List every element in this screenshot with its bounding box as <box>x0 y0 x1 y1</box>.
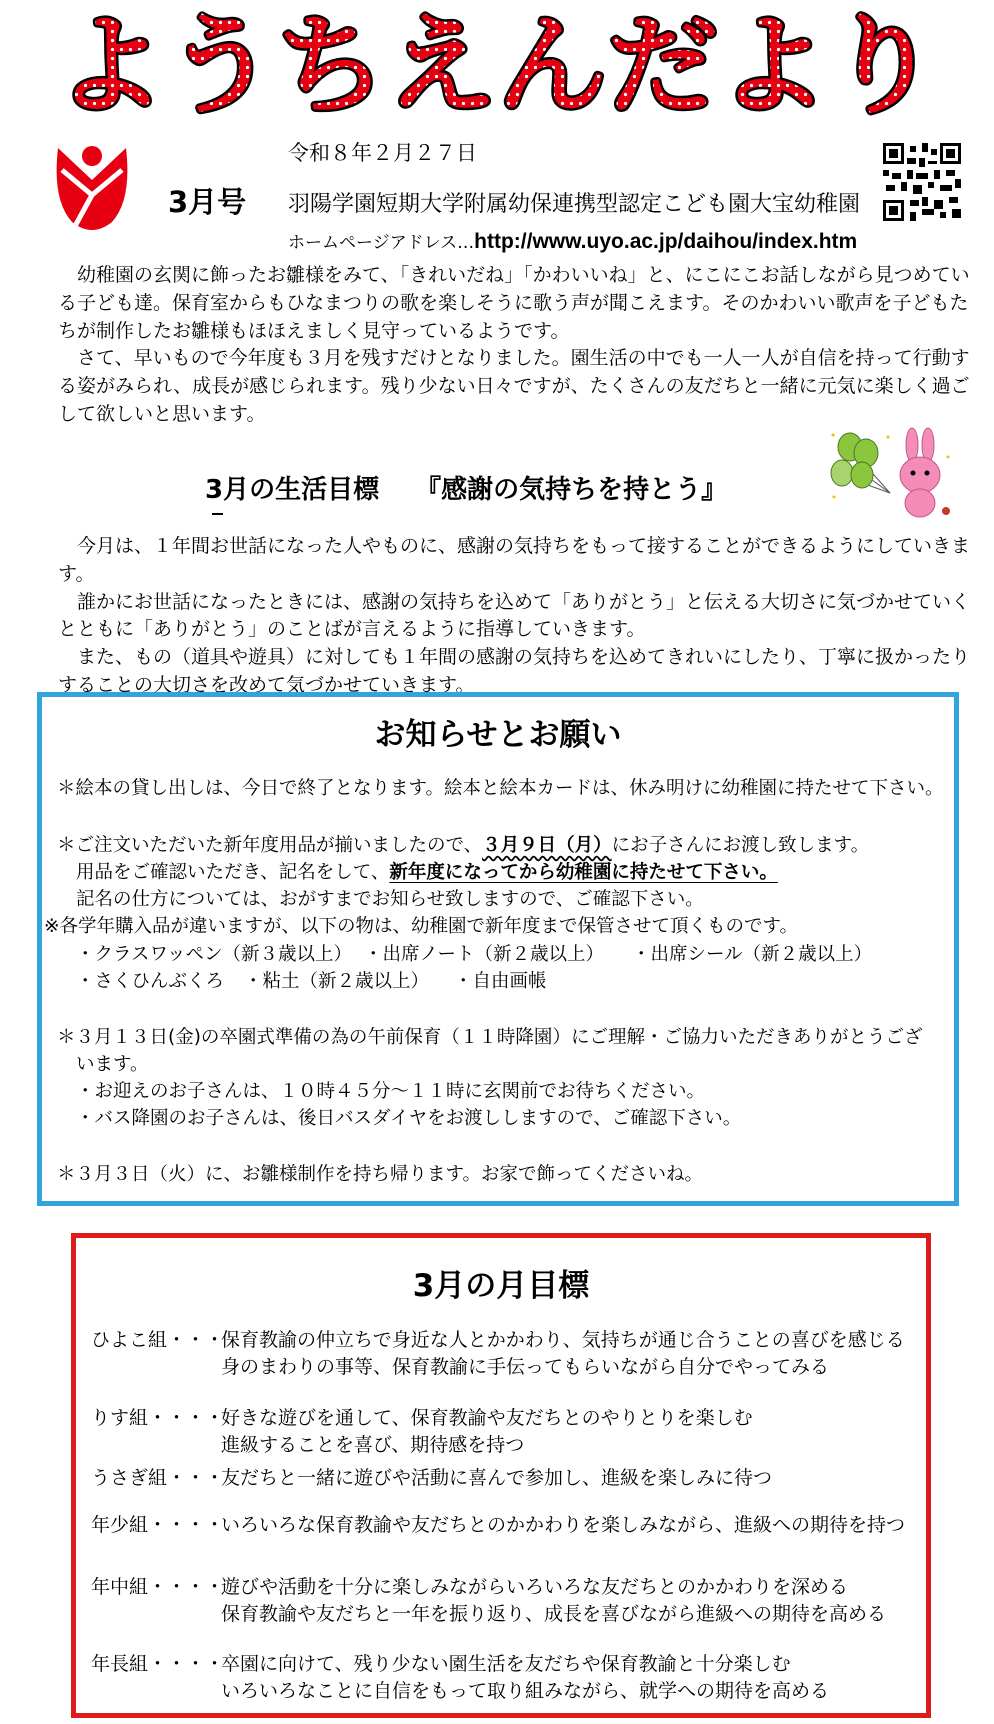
school-name: 羽陽学園短期大学附属幼保連携型認定こども園大宝幼稚園 <box>288 192 861 217</box>
notice-bus: ・バス降園のお子さんは、後日バスダイヤをお渡ししますので、ご確認下さい。 <box>76 1108 742 1129</box>
homepage-label: ホームページアドレス… <box>288 233 475 253</box>
notice-text: 用品をご確認いただき、記名をして、 <box>76 862 390 883</box>
class-goal-line: 卒園に向けて、残り少ない園生活を友だちや保育教諭と十分楽しむ <box>221 1653 791 1675</box>
class-goal-line: いろいろな保育教諭や友だちとのかかわりを楽しみながら、進級への期待を持つ <box>221 1514 906 1536</box>
notice-text: にお子さんにお渡し致します。 <box>611 835 870 856</box>
masthead <box>0 0 994 130</box>
notice-graduation-prep-cont: います。 <box>76 1054 149 1075</box>
class-label-nenchu: 年中組・・・・ <box>91 1576 225 1598</box>
life-goal-theme: 『感謝の気持ちを持とう』 <box>415 475 728 505</box>
life-goal-paragraph: また、もの（道具や遊具）に対しても１年間の感謝の気持ちを込めてきれいにしたり、丁寧に扱かったりすることの大切さを改めて気づかせていきます。 <box>58 646 971 696</box>
monthly-goals-box <box>71 1233 931 1718</box>
class-goal-line: 保育教諭や友だちと一年を振り返り、成長を喜びながら進級への期待を高める <box>221 1603 887 1625</box>
notice-graduation-prep: ＊３月１３日(金)の卒園式準備の為の午前保育（１１時降園）にご理解・ご協力いただきありがとうござ <box>57 1027 923 1048</box>
class-goal-line: 友だちと一緒に遊びや活動に喜んで参加し、進級を楽しみに待つ <box>221 1467 773 1489</box>
stored-item: ・さくひんぶくろ <box>76 971 225 992</box>
stored-item: ・クラスワッペン（新３歳以上） <box>76 944 353 965</box>
notices-box <box>37 692 959 1206</box>
homepage-address <box>288 228 857 254</box>
class-label-risu: りす組・・・・ <box>91 1407 225 1429</box>
notice-text: ＊ご注文いただいた新年度用品が揃いましたので、 <box>57 835 483 856</box>
class-goal-line: 進級することを喜び、期待感を持つ <box>221 1434 525 1456</box>
intro-paragraph: 幼稚園の玄関に飾ったお雛様をみて、「きれいだね」「かわいいね」と、にこにこお話しながら見つめている子ども達。保育室からもひなまつりの歌を楽しそうに歌う声が聞こえます。そのかわいい歌声を子どもたちが制作したお雛様もほほえましく見守っているようです。 <box>58 264 970 342</box>
class-label-hiyoko: ひよこ組・・・ <box>91 1329 225 1351</box>
notices-title: お知らせとお願い <box>374 717 622 753</box>
monthly-goals-title: 3月の月目標 <box>412 1268 590 1304</box>
school-logo <box>52 140 132 238</box>
qr-code <box>883 143 961 221</box>
stored-item: ・出席ノート（新２歳以上） <box>364 944 604 965</box>
stored-item: ・粘土（新２歳以上） <box>244 971 430 992</box>
class-goal-line: 保育教諭の仲立ちで身近な人とかかわり、気持ちが通じ合うことの喜びを感じる <box>221 1329 905 1351</box>
stored-item: ・出席シール（新２歳以上） <box>632 944 873 965</box>
stored-item: ・自由画帳 <box>454 971 547 992</box>
rabbit-balloon-illustration <box>828 427 958 522</box>
class-label-nensho: 年少組・・・・ <box>91 1514 225 1536</box>
life-goal-paragraph: 誰かにお世話になったときには、感謝の気持ちを込めて「ありがとう」と伝える大切さに気づかせていくとともに「ありがとう」のことばが言えるように指導していきます。 <box>58 590 971 641</box>
intro-text <box>58 262 974 429</box>
notice-book-return: ＊絵本の貸し出しは、今日で終了となります。絵本と絵本カードは、休み明けに幼稚園に持たせて下さい。 <box>57 778 944 799</box>
masthead-title: ようちえんだより <box>55 4 940 129</box>
life-goal-label: 3月の生活目標 <box>205 475 380 505</box>
notice-new-year-supplies <box>57 831 869 857</box>
issue-date: 令和８年２月２７日 <box>288 141 477 165</box>
notice-pickup: ・お迎えのお子さんは、１０時４５分～１１時に玄関前でお待ちください。 <box>76 1081 706 1102</box>
notice-stored-items: ※各学年購入品が違いますが、以下の物は、幼稚園で新年度まで保管させて頂くものです。 <box>44 916 799 937</box>
notice-hina-doll: ＊３月３日（火）に、お雛様制作を持ち帰ります。お家で飾ってくださいね。 <box>57 1164 704 1185</box>
divider <box>212 513 223 515</box>
handover-date: ３月９日（月） <box>482 835 612 856</box>
class-label-nencho: 年長組・・・・ <box>91 1653 225 1675</box>
life-goal-paragraph: 今月は、１年間お世話になった人やものに、感謝の気持ちをもって接することができるようにしていきます。 <box>58 535 971 585</box>
issue-label: 3月号 <box>168 185 247 219</box>
notice-label-items <box>76 858 778 884</box>
class-label-usagi: うさぎ組・・・ <box>91 1467 225 1489</box>
class-goal-line: いろいろなことに自信をもって取り組みながら、就学への期待を高める <box>221 1680 830 1702</box>
life-goal-text <box>58 533 974 700</box>
life-goal-heading <box>205 469 727 506</box>
class-goal-line: 遊びや活動を十分に楽しみながらいろいろな友だちとのかかわりを深める <box>221 1576 849 1598</box>
class-goal-line: 好きな遊びを通して、保育教諭や友だちとのやりとりを楽しむ <box>221 1407 753 1429</box>
notice-naming-method: 記名の仕方については、おがすまでお知らせ致しますので、ご確認下さい。 <box>76 889 704 910</box>
homepage-url-link[interactable]: http://www.uyo.ac.jp/daihou/index.htm <box>474 230 858 253</box>
class-goal-line: 身のまわりの事等、保育教諭に手伝ってもらいながら自分でやってみる <box>221 1356 830 1378</box>
notice-emphasis: 新年度になってから幼稚園に持たせて下さい。 <box>389 862 778 883</box>
intro-paragraph: さて、早いもので今年度も３月を残すだけとなりました。園生活の中でも一人一人が自信を持って行動する姿がみられ、成長が感じられます。残り少ない日々ですが、たくさんの友だちと一緒に元気に楽しく過ごして欲しいと思います。 <box>58 347 970 425</box>
